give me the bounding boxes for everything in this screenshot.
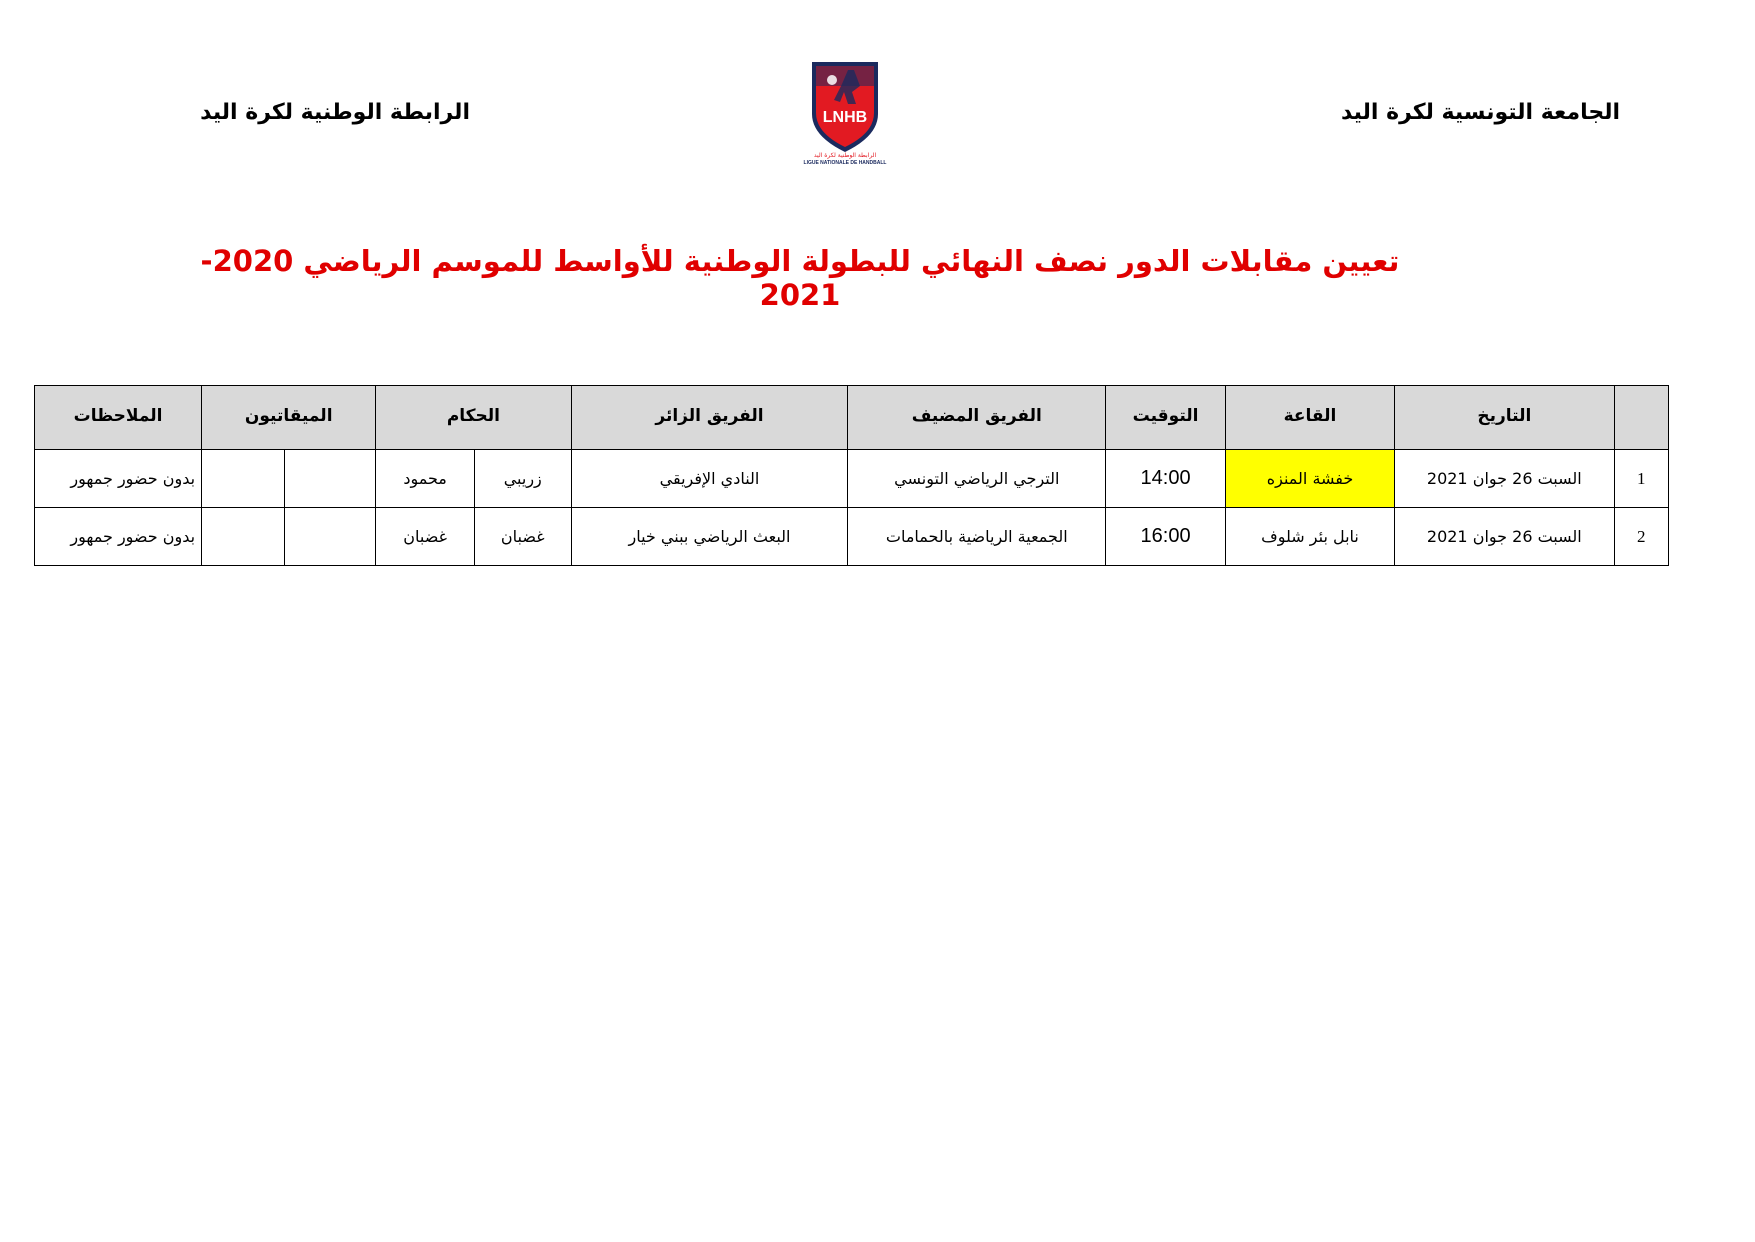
federation-name: الجامعة التونسية لكرة اليد <box>1340 100 1620 125</box>
away-team-cell: البعث الرياضي ببني خيار <box>571 508 848 566</box>
col-date: التاريخ <box>1395 386 1614 450</box>
remarks-cell: بدون حضور جمهور <box>35 450 202 508</box>
col-home-team: الفريق المضيف <box>848 386 1106 450</box>
col-time: التوقيت <box>1106 386 1226 450</box>
away-team-cell: النادي الإفريقي <box>571 450 848 508</box>
svg-text:LNHB: LNHB <box>822 109 868 126</box>
col-referees: الحكام <box>376 386 571 450</box>
schedule-table <box>34 385 1669 566</box>
hall-cell: نابل بئر شلوف <box>1225 508 1394 566</box>
col-number <box>1614 386 1668 450</box>
date-cell: السبت 26 جوان 2021 <box>1395 450 1614 508</box>
col-timekeepers: الميقاتيون <box>202 386 376 450</box>
row-number-cell: 2 <box>1614 508 1668 566</box>
timekeeper-cell <box>284 508 376 566</box>
home-team-cell: الجمعية الرياضية بالحمامات <box>848 508 1106 566</box>
home-team-cell: الترجي الرياضي التونسي <box>848 450 1106 508</box>
lnhb-logo <box>790 56 900 166</box>
league-name: الرابطة الوطنية لكرة اليد <box>200 100 470 125</box>
hall-cell: خفشة المنزه <box>1225 450 1394 508</box>
date-cell: السبت 26 جوان 2021 <box>1395 508 1614 566</box>
page-title: تعيين مقابلات الدور نصف النهائي للبطولة الوطنية للأواسط للموسم الرياضي 2020-2021 <box>200 244 1400 312</box>
row-number-cell: 1 <box>1614 450 1668 508</box>
col-hall: القاعة <box>1225 386 1394 450</box>
timekeeper-cell <box>202 450 285 508</box>
svg-text:LIGUE NATIONALE DE HANDBALL: LIGUE NATIONALE DE HANDBALL <box>803 160 887 166</box>
timekeeper-cell <box>202 508 285 566</box>
table-header-row <box>35 386 1669 450</box>
timekeeper-cell <box>284 450 376 508</box>
time-cell: 14:00 <box>1106 450 1226 508</box>
lnhb-logo-graphic <box>790 56 900 166</box>
referee-cell: غضبان <box>474 508 571 566</box>
table-row <box>35 508 1669 566</box>
col-remarks: الملاحظات <box>35 386 202 450</box>
referee-cell: غضبان <box>376 508 475 566</box>
referee-cell: زريبي <box>474 450 571 508</box>
referee-cell: محمود <box>376 450 475 508</box>
svg-text:الرابطة الوطنية لكرة اليد: الرابطة الوطنية لكرة اليد <box>813 152 877 159</box>
col-away-team: الفريق الزائر <box>571 386 848 450</box>
table-row <box>35 450 1669 508</box>
remarks-cell: بدون حضور جمهور <box>35 508 202 566</box>
time-cell: 16:00 <box>1106 508 1226 566</box>
